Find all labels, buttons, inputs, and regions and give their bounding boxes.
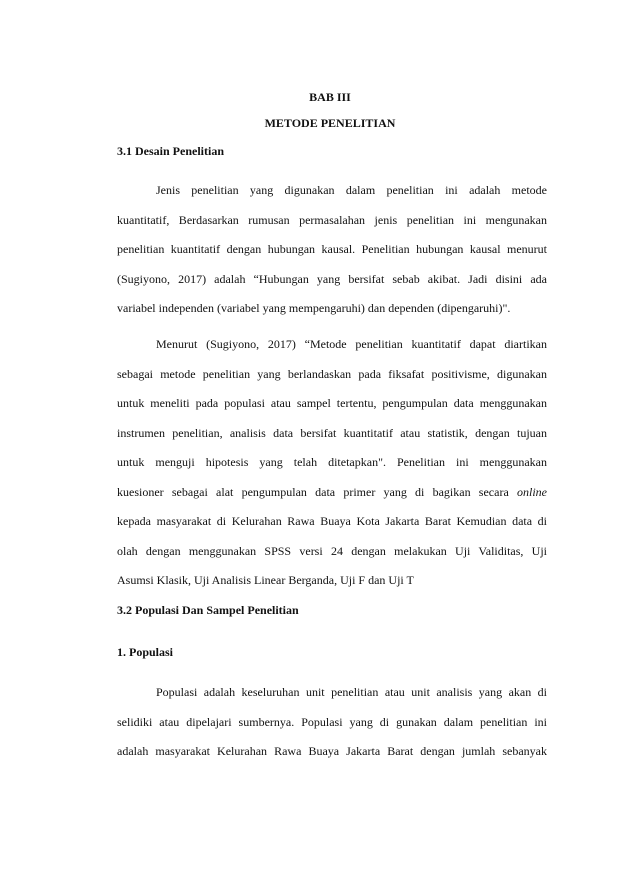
- text-line: untuk meneliti pada populasi atau sampel tertentu, pengumpulan data menggunakan: [117, 396, 547, 410]
- text-line: kuesioner sebagai alat pengumpulan data primer yang di bagikan secara online: [117, 484, 547, 499]
- text-line: kuantitatif, Berdasarkan rumusan permasalahan jenis penelitian ini mengunakan: [117, 212, 547, 227]
- text-line: (Sugiyono, 2017) adalah “Hubungan yang bersifat sebab akibat. Jadi disini ada: [117, 271, 547, 286]
- text-line: penelitian kuantitatif dengan hubungan kausal. Penelitian hubungan kausal menurut: [117, 242, 547, 256]
- text-line: instrumen penelitian, analisis data bersifat kuantitatif atau statistik, dengan tujuan: [117, 425, 547, 440]
- chapter-number: BAB III: [309, 90, 351, 104]
- text-line: Asumsi Klasik, Uji Analisis Linear Berganda, Uji F dan Uji T: [117, 573, 414, 587]
- text-line: untuk menguji hipotesis yang telah ditetapkan". Penelitian ini menggunakan: [117, 455, 547, 469]
- section-heading-populasi-sampel: 3.2 Populasi Dan Sampel Penelitian: [117, 603, 299, 617]
- text-line: adalah masyarakat Kelurahan Rawa Buaya Jakarta Barat dengan jumlah sebanyak: [117, 744, 547, 758]
- text-line: Populasi adalah keseluruhan unit penelitian atau unit analisis yang akan di: [156, 685, 547, 699]
- paragraph-jenis-penelitian: [117, 176, 547, 324]
- chapter-title: METODE PENELITIAN: [264, 116, 396, 130]
- section-heading-desain: 3.1 Desain Penelitian: [117, 144, 224, 158]
- text-line: kepada masyarakat di Kelurahan Rawa Buaya Kota Jakarta Barat Kemudian data di: [117, 514, 547, 528]
- paragraph-menurut-sugiyono: [117, 330, 547, 596]
- text-line: Menurut (Sugiyono, 2017) “Metode penelitian kuantitatif dapat diartikan: [156, 337, 547, 351]
- text-line: selidiki atau dipelajari sumbernya. Populasi yang di gunakan dalam penelitian ini: [117, 714, 547, 729]
- text-line: variabel independen (variabel yang mempengaruhi) dan dependen (dipengaruhi)".: [117, 301, 511, 315]
- text-line: Jenis penelitian yang digunakan dalam penelitian ini adalah metode: [156, 183, 547, 197]
- text-line: olah dengan menggunakan SPSS versi 24 dengan melakukan Uji Validitas, Uji: [117, 543, 547, 558]
- subheading-populasi: 1. Populasi: [117, 645, 174, 659]
- italic-word-online: online: [517, 484, 547, 499]
- paragraph-populasi: [117, 678, 547, 767]
- text-line: sebagai metode penelitian yang berlandaskan pada fiksafat positivisme, digunakan: [117, 366, 547, 381]
